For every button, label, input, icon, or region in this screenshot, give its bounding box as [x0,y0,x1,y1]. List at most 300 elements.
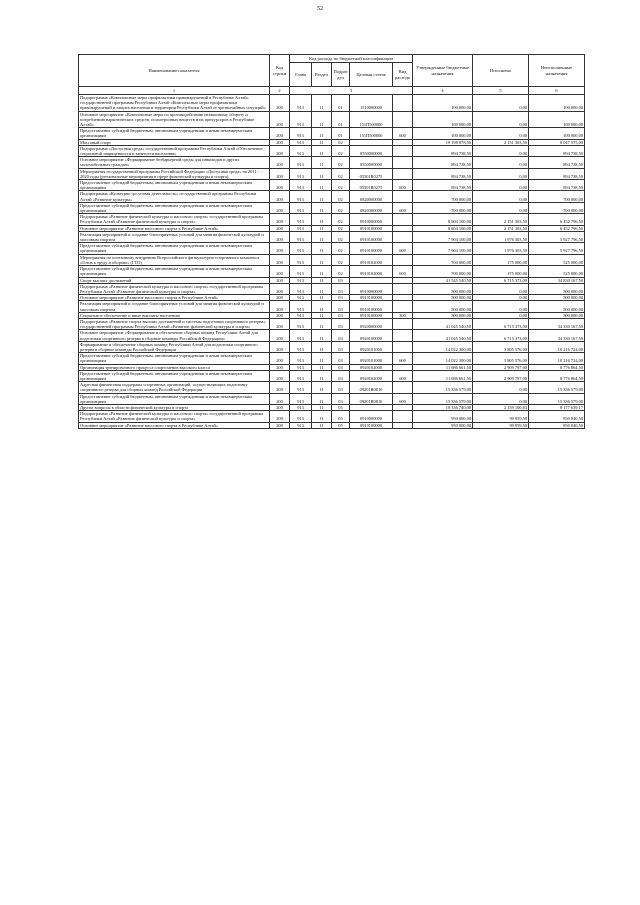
header-index: 2 [270,87,290,95]
row-podrazdel: 03 [332,312,350,318]
row-approved-amount: 100 000,00 [413,128,473,139]
row-target-article: 0550000000 [350,145,393,156]
row-target-article: 0920000000 [350,318,393,329]
row-approved-amount: 894 738,50 [413,168,473,179]
table-row [79,231,585,242]
row-name: Подпрограмма «Культурно-досуговая деятельность» государственной программы Республики Алтай «Развитие культуры» [79,191,270,202]
row-podrazdel: 03 [332,341,350,352]
row-glava: 913 [290,382,312,393]
row-unexecuted-amount: 850 040,50 [529,422,585,428]
page-number: 52 [317,6,323,12]
row-podrazdel: 03 [332,353,350,364]
row-name: Подпрограмма «Развитие физической культуры и массового спорта» государственной программы Республики Алтай «Развитие физической культуры и спорта» [79,411,270,422]
row-target-article: 0920101000 [350,341,393,352]
row-name: Предоставление субсидий бюджетным, автономным учреждениям и иным некоммерческим организациям [79,266,270,277]
row-approved-amount: 11 686 661,50 [413,364,473,370]
row-glava: 913 [290,168,312,179]
row-expense-type [393,145,413,156]
row-target-article: 0550000000 [350,157,393,168]
row-glava: 913 [290,393,312,404]
row-podrazdel: 01 [332,128,350,139]
row-executed-amount: 0,00 [473,128,529,139]
row-unexecuted-amount: 100 000,00 [529,111,585,128]
row-approved-amount: 8 604 100,00 [413,214,473,225]
row-name: Предоставление субсидий бюджетным, автономным учреждениям и иным некоммерческим организациям [79,393,270,404]
row-razdel: 11 [312,214,332,225]
row-glava: 913 [290,243,312,254]
header-executed: Исполнено [473,55,529,87]
row-target-article: 0920100000 [350,330,393,341]
row-approved-amount: 700 000,00 [413,254,473,265]
row-approved-amount: 500 000,00 [413,312,473,318]
row-approved-amount: 15 336 579,00 [413,393,473,404]
row-expense-type [393,301,413,312]
row-podrazdel: 03 [332,318,350,329]
row-podrazdel: 03 [332,301,350,312]
row-expense-type [393,214,413,225]
row-approved-amount: 19 198 878,50 [413,139,473,145]
row-razdel: 11 [312,266,332,277]
row-name: Основное мероприятие «Развитие массового спорта в Республике Алтай» [79,295,270,301]
row-code: 200 [270,231,290,242]
row-razdel: 11 [312,370,332,381]
row-razdel: 11 [312,312,332,318]
row-target-article: 0820300000 [350,202,393,213]
row-glava: 913 [290,364,312,370]
row-name: Основное мероприятие «Развитие массового спорта в Республике Алтай» [79,422,270,428]
row-name: Предоставление субсидий бюджетным, автономным учреждениям и иным некоммерческим организациям [79,370,270,381]
row-target-article: 0910102000 [350,266,393,277]
header-budget-classification: Код расхода по бюджетной классификации [290,55,413,63]
row-approved-amount: 7 904 100,00 [413,243,473,254]
row-podrazdel: 02 [332,254,350,265]
row-target-article: 09201R0810 [350,382,393,393]
row-razdel: 11 [312,243,332,254]
table-row [79,180,585,191]
row-name: Основное мероприятие «Развитие массового спорта в Республике Алтай» [79,225,270,231]
header-name: Наименование показателя [79,55,270,87]
table-row [79,330,585,341]
row-code: 200 [270,353,290,364]
row-name: Мероприятия государственной программы Российской Федерации «Доступная среда» на 2011 - 2020 годы (региональные мероприятия в сфере физической культуры и спорта) [79,168,270,179]
row-approved-amount: 14 022 300,00 [413,353,473,364]
row-approved-amount: 41 045 540,50 [413,330,473,341]
row-approved-amount: 500 000,00 [413,283,473,294]
row-approved-amount: 100 000,00 [413,95,473,112]
row-unexecuted-amount: 500 000,00 [529,312,585,318]
row-executed-amount: 0,00 [473,393,529,404]
header-index: 4 [413,87,473,95]
row-expense-type [393,382,413,393]
row-code: 200 [270,168,290,179]
row-podrazdel: 02 [332,243,350,254]
row-podrazdel: 05 [332,404,350,410]
row-approved-amount: 700 000,00 [413,202,473,213]
row-unexecuted-amount: 10 216 724,00 [529,341,585,352]
row-code: 200 [270,139,290,145]
row-unexecuted-amount: 525 000,00 [529,266,585,277]
row-executed-amount: 0,00 [473,202,529,213]
row-code: 200 [270,422,290,428]
row-approved-amount: 11 686 661,50 [413,370,473,381]
row-code: 200 [270,157,290,168]
table-row [79,301,585,312]
row-unexecuted-amount: 850 040,50 [529,411,585,422]
row-glava: 913 [290,145,312,156]
row-podrazdel: 02 [332,180,350,191]
row-unexecuted-amount: 894 738,50 [529,180,585,191]
row-approved-amount: 10 336 740,00 [413,404,473,410]
row-approved-amount: 950 000,00 [413,411,473,422]
row-executed-amount: 2 909 797,00 [473,370,529,381]
header-podrazdel: Подраз дел [332,63,350,87]
row-podrazdel: 03 [332,295,350,301]
row-podrazdel: 02 [332,231,350,242]
row-razdel: 11 [312,382,332,393]
row-code: 200 [270,202,290,213]
row-expense-type: 600 [393,353,413,364]
row-glava: 913 [290,411,312,422]
row-approved-amount: 500 000,00 [413,295,473,301]
row-approved-amount: 700 000,00 [413,191,473,202]
row-podrazdel: 03 [332,330,350,341]
row-executed-amount: 0,00 [473,145,529,156]
row-name: Подпрограмма «Развитие физической культуры и массового спорта» государственной программы Республики Алтай «Развитие физической культуры и спорта» [79,214,270,225]
row-glava: 913 [290,277,312,283]
table-row [79,128,585,139]
row-unexecuted-amount: 700 000,00 [529,202,585,213]
row-approved-amount: 500 000,00 [413,301,473,312]
row-code: 200 [270,393,290,404]
row-expense-type [393,283,413,294]
row-code: 200 [270,128,290,139]
table-row [79,411,585,422]
header-index: 6 [529,87,585,95]
row-razdel: 11 [312,411,332,422]
table-row [79,266,585,277]
row-target-article: 05501R0275 [350,180,393,191]
row-expense-type: 600 [393,393,413,404]
row-glava: 913 [290,191,312,202]
row-unexecuted-amount: 6 452 796,50 [529,214,585,225]
table-row [79,202,585,213]
row-name: Предоставление субсидий бюджетным, автономным учреждениям и иным некоммерческим организациям [79,128,270,139]
row-expense-type [393,422,413,428]
row-razdel: 11 [312,191,332,202]
table-row [79,243,585,254]
row-unexecuted-amount: 34 330 167,50 [529,330,585,341]
row-name: Основное мероприятие «Комплексные меры по противодействию незаконному обороту и потреблению наркотических средств, психотропных веществ и их прекурсоров в Республике Алтай» [79,111,270,128]
row-razdel: 11 [312,180,332,191]
row-code: 200 [270,312,290,318]
row-executed-amount: 0,00 [473,191,529,202]
row-code: 200 [270,318,290,329]
row-target-article: 0820000000 [350,191,393,202]
row-expense-type: 600 [393,180,413,191]
row-unexecuted-amount: 500 000,00 [529,295,585,301]
row-expense-type [393,157,413,168]
row-code: 200 [270,341,290,352]
row-glava: 913 [290,295,312,301]
row-executed-amount: 2 151 303,50 [473,225,529,231]
table-row [79,214,585,225]
row-target-article: 09201R0810 [350,393,393,404]
row-razdel: 11 [312,254,332,265]
row-approved-amount: 100 000,00 [413,111,473,128]
table-row [79,283,585,294]
row-target-article: 05501R0275 [350,168,393,179]
row-executed-amount: 2 151 303,50 [473,214,529,225]
row-expense-type: 600 [393,243,413,254]
row-podrazdel: 03 [332,370,350,381]
row-executed-amount: 99 959,50 [473,411,529,422]
table-row [79,168,585,179]
row-razdel: 11 [312,330,332,341]
row-expense-type [393,191,413,202]
row-name: Подпрограмма «Развитие спорта высших достижений и системы подготовки спортивного резерва» государственной программы Республики Алтай «Развитие физической культуры и спорта» [79,318,270,329]
row-code: 200 [270,225,290,231]
row-target-article: 0910100000 [350,243,393,254]
row-glava: 913 [290,214,312,225]
row-approved-amount: 41 545 540,50 [413,277,473,283]
row-approved-amount: 700 000,00 [413,266,473,277]
header-index: 3 [290,87,413,95]
row-name: Формирование и обеспечение сборных команд Республики Алтай для подготовки спортивного резерва в сборные команды Российской Федерации [79,341,270,352]
row-razdel: 11 [312,393,332,404]
row-code: 200 [270,180,290,191]
row-razdel: 11 [312,301,332,312]
row-approved-amount: 41 045 540,50 [413,318,473,329]
row-code: 200 [270,382,290,393]
row-target-article: 151П500000 [350,111,393,128]
row-executed-amount: 175 000,00 [473,266,529,277]
row-name: Предоставление субсидий бюджетным, автономным учреждениям и иным некоммерческим организациям [79,243,270,254]
row-glava: 913 [290,225,312,231]
row-expense-type [393,318,413,329]
row-code: 200 [270,364,290,370]
row-approved-amount: 950 000,00 [413,422,473,428]
row-code: 200 [270,330,290,341]
row-glava: 913 [290,266,312,277]
budget-report-table [78,54,585,429]
row-glava: 913 [290,370,312,381]
row-razdel: 11 [312,202,332,213]
row-name: Предоставление субсидий бюджетным, автономным учреждениям и иным некоммерческим организациям [79,202,270,213]
row-unexecuted-amount: 525 000,00 [529,254,585,265]
row-podrazdel: 03 [332,382,350,393]
row-expense-type: 600 [393,266,413,277]
row-glava: 913 [290,180,312,191]
row-glava: 913 [290,139,312,145]
row-podrazdel: 05 [332,411,350,422]
header-expense-type: Вид расхода [393,63,413,87]
row-code: 200 [270,254,290,265]
row-expense-type: 600 [393,202,413,213]
row-code: 200 [270,214,290,225]
header-approved: Утвержденные бюджетные назначения [413,55,473,87]
row-code: 200 [270,95,290,112]
row-executed-amount: 0,00 [473,295,529,301]
row-target-article: 0920101000 [350,353,393,364]
row-podrazdel: 05 [332,422,350,428]
row-target-article: 0910100000 [350,225,393,231]
row-executed-amount: 0,00 [473,95,529,112]
row-code: 200 [270,243,290,254]
row-glava: 913 [290,318,312,329]
row-name: Основное мероприятие «Формирование безбарьерной среды для инвалидов и других маломобильных граждан» [79,157,270,168]
table-row [79,191,585,202]
row-unexecuted-amount: 15 336 579,00 [529,382,585,393]
table-row [79,422,585,428]
row-executed-amount: 2 151 303,50 [473,139,529,145]
row-razdel: 11 [312,157,332,168]
row-name: Массовый спорт [79,139,270,145]
row-target-article: 0910102000 [350,254,393,265]
row-glava: 913 [290,128,312,139]
row-approved-amount: 894 738,50 [413,157,473,168]
row-code: 200 [270,111,290,128]
row-code: 200 [270,277,290,283]
row-razdel: 11 [312,318,332,329]
row-executed-amount: 1 976 303,50 [473,231,529,242]
row-expense-type [393,254,413,265]
table-row [79,318,585,329]
row-unexecuted-amount: 34 830 167,50 [529,277,585,283]
row-name: Предоставление субсидий бюджетным, автономным учреждениям и иным некоммерческим организациям [79,180,270,191]
row-code: 200 [270,411,290,422]
row-glava: 913 [290,283,312,294]
row-target-article: 0910000000 [350,214,393,225]
row-executed-amount: 0,00 [473,168,529,179]
row-name: Спорт высших достижений [79,277,270,283]
row-executed-amount: 3 805 576,00 [473,353,529,364]
row-code: 200 [270,295,290,301]
row-podrazdel: 01 [332,111,350,128]
row-executed-amount: 0,00 [473,283,529,294]
row-glava: 913 [290,95,312,112]
row-approved-amount: 14 022 300,00 [413,341,473,352]
row-name: Реализация мероприятий и создание благоприятных условий для занятия физической культурой и массовым спортом [79,231,270,242]
row-glava: 913 [290,202,312,213]
table-row [79,353,585,364]
row-glava: 913 [290,157,312,168]
row-unexecuted-amount: 500 000,00 [529,301,585,312]
row-name: Подпрограмма «Доступная среда» государственной программы Республики Алтай «Обеспечение социальной защищенности и занятости населения» [79,145,270,156]
row-executed-amount: 0,00 [473,301,529,312]
row-executed-amount: 6 715 373,00 [473,318,529,329]
row-name: Подпрограмма «Комплексные меры профилактики правонарушений в Республике Алтай» государственной программы Республики Алтай «Комплексные меры профилактики правонарушений и защита населения и территории Республики Алтай от чрезвычайных ситуаций» [79,95,270,112]
row-unexecuted-amount: 6 452 796,50 [529,225,585,231]
row-expense-type [393,111,413,128]
row-target-article: 0910000000 [350,283,393,294]
row-target-article: 0920102000 [350,364,393,370]
row-target-article: 0910100000 [350,312,393,318]
row-name: Подпрограмма «Развитие физической культуры и массового спорта» государственной программы Республики Алтай «Развитие физической культуры и спорта» [79,283,270,294]
row-glava: 913 [290,312,312,318]
table-row [79,145,585,156]
row-razdel: 11 [312,283,332,294]
table-row [79,382,585,393]
row-unexecuted-amount: 8 776 864,50 [529,370,585,381]
row-podrazdel: 03 [332,277,350,283]
row-target-article: 0910100000 [350,231,393,242]
row-razdel: 11 [312,295,332,301]
row-glava: 913 [290,111,312,128]
table-row [79,393,585,404]
row-name: Предоставление субсидий бюджетным, автономным учреждениям и иным некоммерческим организациям [79,353,270,364]
row-target-article: 0910100000 [350,295,393,301]
header-glava: Глава [290,63,312,87]
row-razdel: 11 [312,422,332,428]
row-glava: 913 [290,422,312,428]
row-name: Мероприятия по поэтапному внедрению Всероссийского физкультурно-спортивного комплекса «Готов к труду и обороне» (ГТО) [79,254,270,265]
row-approved-amount: 8 604 100,00 [413,225,473,231]
row-podrazdel: 03 [332,283,350,294]
row-approved-amount: 7 904 100,00 [413,231,473,242]
row-executed-amount: 0,00 [473,312,529,318]
row-unexecuted-amount: 894 738,50 [529,168,585,179]
row-code: 200 [270,145,290,156]
header-unexecuted: Неисполненные назначения [529,55,585,87]
row-executed-amount: 0,00 [473,180,529,191]
table-row [79,111,585,128]
row-executed-amount: 0,00 [473,111,529,128]
row-glava: 913 [290,330,312,341]
row-executed-amount: 2 909 797,00 [473,364,529,370]
row-expense-type [393,231,413,242]
row-unexecuted-amount: 34 330 167,50 [529,318,585,329]
row-razdel: 11 [312,145,332,156]
row-razdel: 11 [312,341,332,352]
row-razdel: 11 [312,95,332,112]
row-unexecuted-amount: 894 738,50 [529,157,585,168]
table-row [79,254,585,265]
row-target-article: 1510000000 [350,95,393,112]
row-expense-type: 300 [393,312,413,318]
row-code: 200 [270,266,290,277]
row-glava: 913 [290,404,312,410]
header-razdel: Раздел [312,63,332,87]
row-target-article: 151П500000 [350,128,393,139]
row-approved-amount: 894 738,50 [413,145,473,156]
row-razdel: 11 [312,168,332,179]
row-expense-type [393,341,413,352]
row-podrazdel: 02 [332,139,350,145]
row-code: 200 [270,370,290,381]
row-podrazdel: 02 [332,168,350,179]
row-executed-amount: 3 805 576,00 [473,341,529,352]
row-target-article: 0910000000 [350,411,393,422]
row-podrazdel: 02 [332,266,350,277]
header-row-code: Код строки [270,55,290,87]
row-unexecuted-amount: 5 927 796,50 [529,231,585,242]
row-glava: 913 [290,254,312,265]
row-expense-type [393,95,413,112]
row-executed-amount: 0,00 [473,157,529,168]
header-index: 1 [79,87,270,95]
row-executed-amount: 0,00 [473,382,529,393]
row-razdel: 11 [312,404,332,410]
row-name: Другие вопросы в области физической культуры и спорта [79,404,270,410]
row-name: Организация тренировочного процесса спортсменов высокого класса [79,364,270,370]
row-executed-amount: 6 715 373,00 [473,277,529,283]
row-glava: 913 [290,231,312,242]
table-row [79,370,585,381]
row-unexecuted-amount: 100 000,00 [529,128,585,139]
row-name: Основное мероприятие «Формирование и обеспечение сборных команд Республики Алтай для подготовки спортивного резерва в сборные команды Российской Федерации» [79,330,270,341]
header-target: Целевая статья [350,63,393,87]
row-executed-amount: 2 159 100,83 [473,404,529,410]
